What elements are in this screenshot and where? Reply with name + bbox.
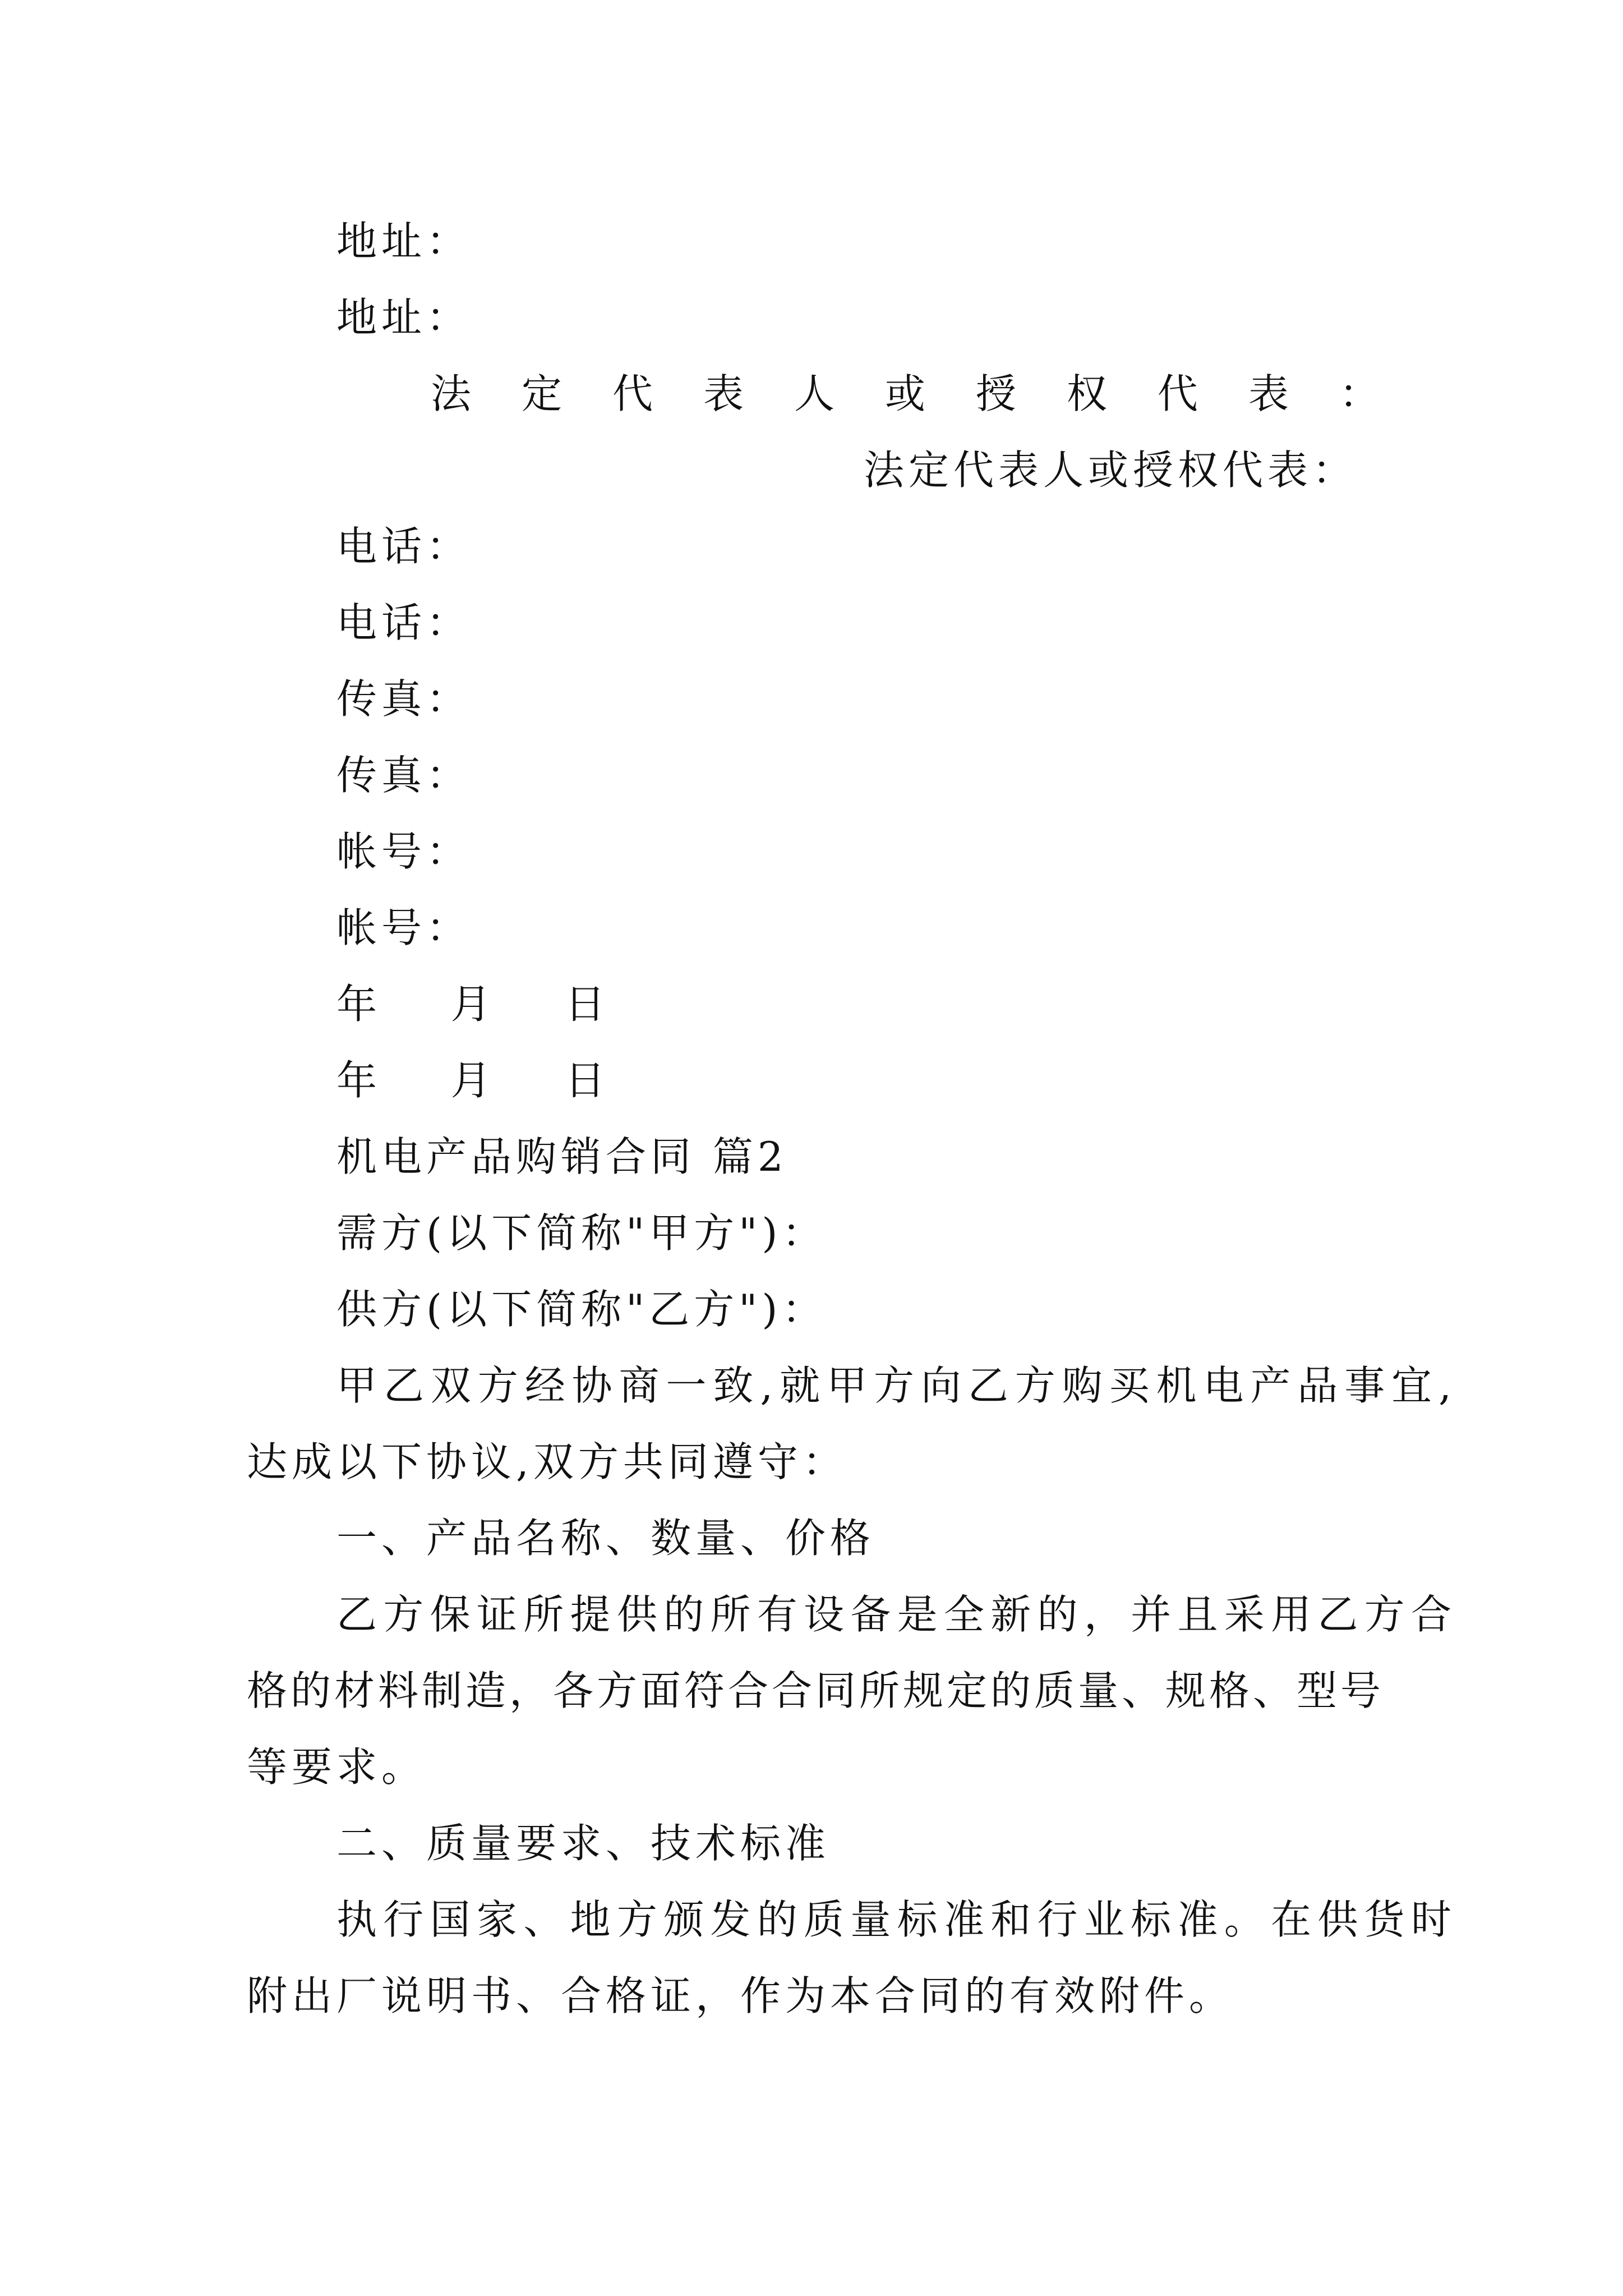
intro-paragraph-line: 达成以下协议,双方共同遵守： bbox=[247, 1438, 847, 1485]
clause-paragraph-line: 格的材料制造，各方面符合合同所规定的质量、规格、型号 bbox=[247, 1667, 1385, 1714]
legal-rep-char: 表 bbox=[1248, 370, 1289, 417]
legal-rep-char: ： bbox=[1339, 370, 1380, 417]
phone-label-party-b: 电话： bbox=[336, 599, 472, 646]
legal-rep-char: 权 bbox=[1066, 370, 1107, 417]
address-label-party-b: 地址： bbox=[336, 294, 472, 341]
clause-heading: 一、产品名称、数量、价格 bbox=[336, 1515, 875, 1562]
account-label-party-b: 帐号： bbox=[336, 904, 472, 951]
clause-paragraph-line: 乙方保证所提供的所有设备是全新的，并且采用乙方合 bbox=[336, 1591, 1455, 1638]
legal-rep-char: 代 bbox=[612, 370, 653, 417]
phone-label-party-a: 电话： bbox=[336, 523, 472, 570]
legal-rep-char: 定 bbox=[521, 370, 562, 417]
legal-rep-char: 法 bbox=[431, 370, 472, 417]
fax-label-party-b: 传真： bbox=[336, 752, 472, 799]
clause-paragraph-line: 等要求。 bbox=[247, 1743, 427, 1791]
supplier-label: 供方(以下简称"乙方")： bbox=[336, 1286, 827, 1333]
legal-rep-char: 授 bbox=[975, 370, 1016, 417]
intro-paragraph-line: 甲乙双方经协商一致,就甲方向乙方购买机电产品事宜, bbox=[336, 1362, 1455, 1409]
legal-rep-char: 人 bbox=[794, 370, 834, 417]
clause-paragraph-line: 附出厂说明书、合格证，作为本合同的有效附件。 bbox=[247, 1972, 1234, 2019]
legal-representative-label-party-a bbox=[431, 366, 1380, 422]
legal-rep-char: 表 bbox=[703, 370, 744, 417]
date-line-party-a: 年 月 日 bbox=[336, 981, 610, 1028]
clause-heading: 二、质量要求、技术标准 bbox=[336, 1820, 831, 1867]
fax-label-party-a: 传真： bbox=[336, 675, 472, 723]
clause-paragraph-line: 执行国家、地方颁发的质量标准和行业标准。在供货时 bbox=[336, 1896, 1455, 1943]
legal-representative-label-party-b: 法定代表人或授权代表： bbox=[864, 447, 1358, 494]
date-line-party-b: 年 月 日 bbox=[336, 1057, 610, 1104]
buyer-label: 需方(以下简称"甲方")： bbox=[336, 1209, 827, 1257]
account-label-party-a: 帐号： bbox=[336, 828, 472, 875]
section-title: 机电产品购销合同 篇2 bbox=[336, 1133, 788, 1180]
legal-rep-char: 代 bbox=[1157, 370, 1198, 417]
legal-rep-char: 或 bbox=[884, 370, 925, 417]
address-label-party-a: 地址： bbox=[336, 218, 472, 265]
